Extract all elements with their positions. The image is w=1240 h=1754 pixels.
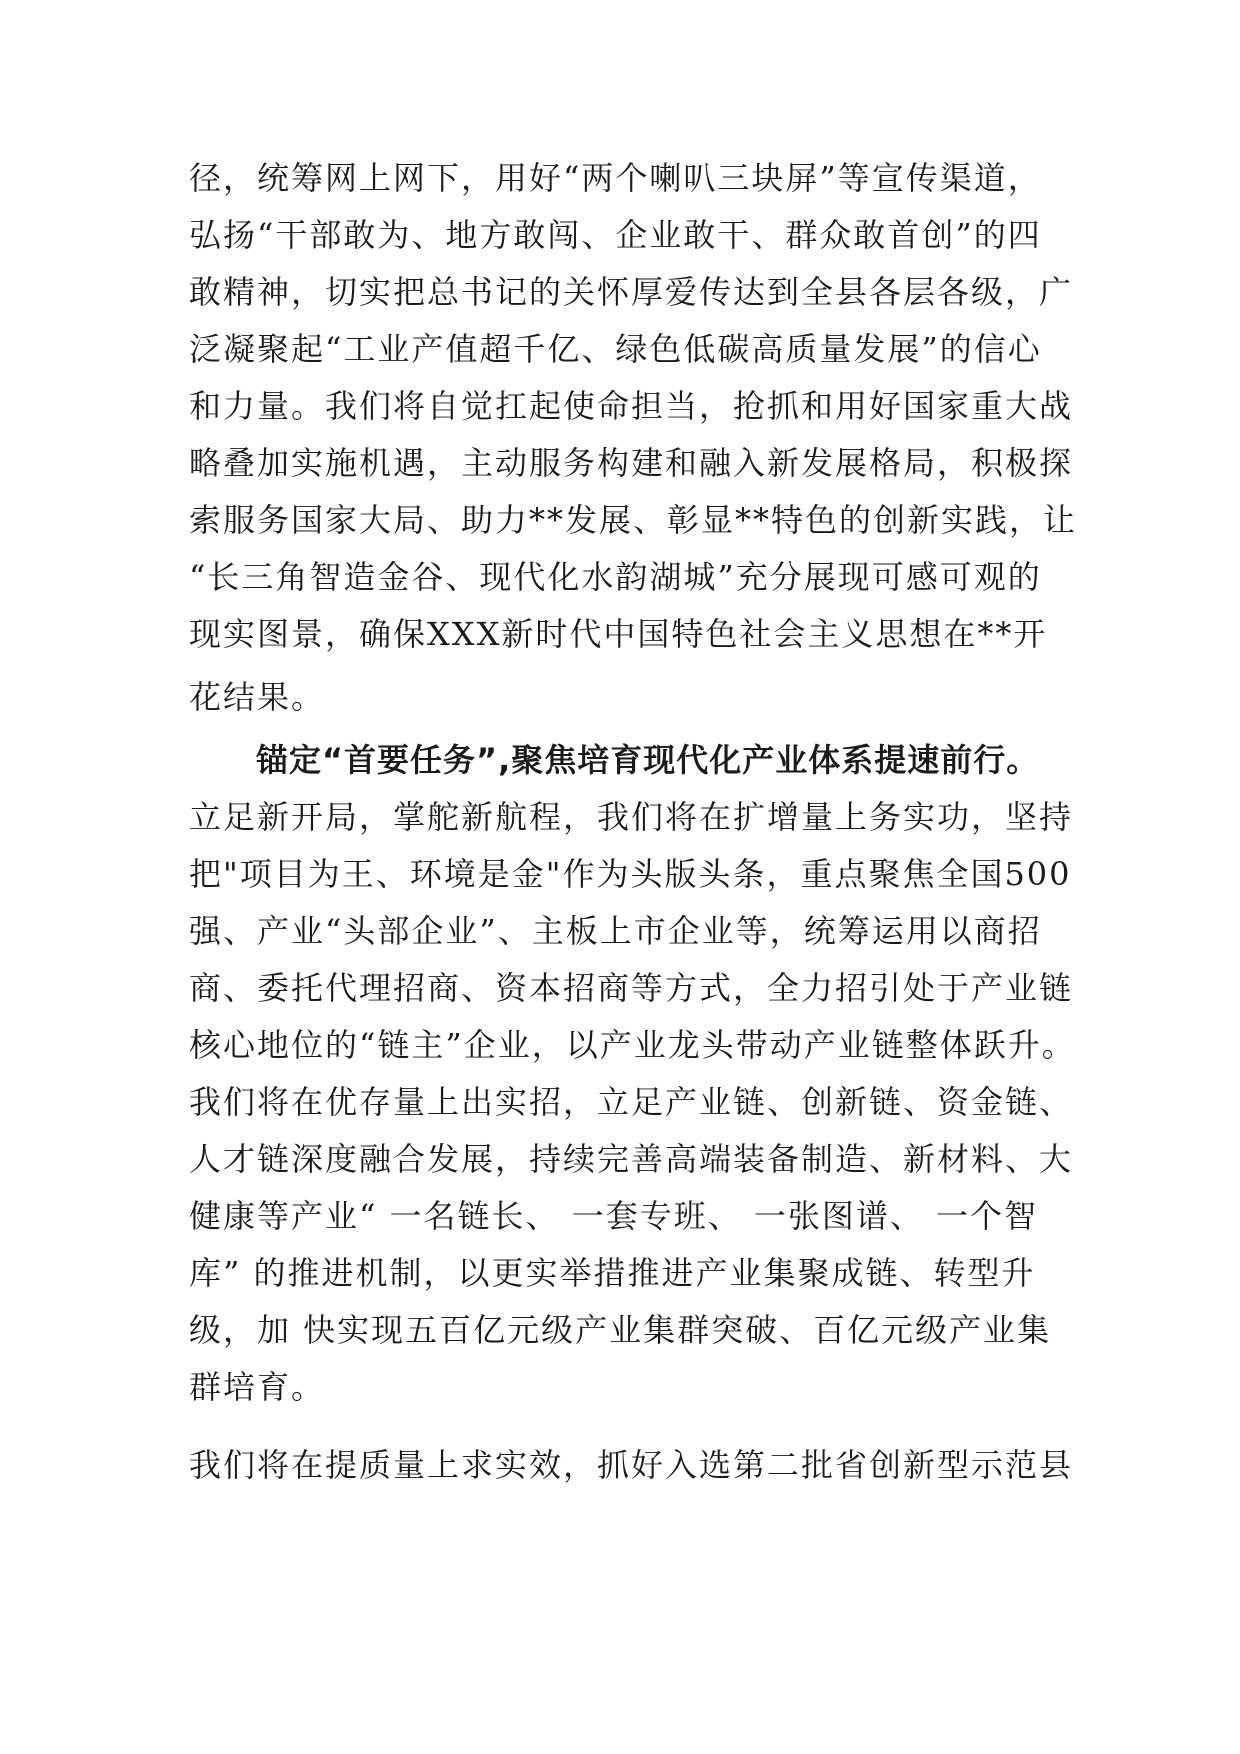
body-text-line: 强、产业“头部企业”、主板上市企业等，统筹运用以商招 bbox=[189, 912, 1042, 950]
body-text-line: 库” 的推进机制，以更实举措推进产业集聚成链、转型升 bbox=[189, 1254, 1036, 1292]
body-text-line: 商、委托代理招商、资本招商等方式，全力招引处于产业链 bbox=[189, 969, 1074, 1007]
body-text-line: 弘扬“干部敢为、地方敢闯、企业敢干、群众敢首创”的四 bbox=[189, 216, 1042, 254]
body-text-line: 略叠加实施机遇，主动服务构建和融入新发展格局，积极探 bbox=[189, 444, 1074, 482]
body-text-line: 健康等产业“ 一名链长、 一套专班、 一张图谱、 一个智 bbox=[189, 1197, 1039, 1235]
body-text-line: 我们将在优存量上出实招，立足产业链、创新链、资金链、 bbox=[189, 1083, 1074, 1121]
body-text-line: 核心地位的“链主”企业，以产业龙头带动产业链整体跃升。 bbox=[189, 1026, 1076, 1064]
body-text-line: 把"项目为王、环境是金"作为头版头条，重点聚焦全国500 bbox=[189, 855, 1072, 893]
body-text-line: 立足新开局，掌舵新航程，我们将在扩增量上务实功，坚持 bbox=[189, 798, 1074, 836]
body-text-line: 索服务国家大局、助力**发展、彰显**特色的创新实践，让 bbox=[189, 501, 1078, 539]
body-text-line: “长三角智造金谷、现代化水韵湖城”充分展现可感可观的 bbox=[189, 558, 1042, 596]
body-text-line: 泛凝聚起“工业产值超千亿、绿色低碳高质量发展”的信心 bbox=[189, 330, 1042, 368]
body-text-line: 和力量。我们将自觉扛起使命担当，抢抓和用好国家重大战 bbox=[189, 387, 1074, 425]
body-text-line: 人才链深度融合发展，持续完善高端装备制造、新材料、大 bbox=[189, 1140, 1074, 1178]
body-text-line: 径，统筹网上网下，用好“两个喇叭三块屏”等宣传渠道， bbox=[189, 159, 1042, 197]
body-text-line: 群培育。 bbox=[189, 1368, 326, 1406]
body-text-line: 级，加 快实现五百亿元级产业集群突破、百亿元级产业集 bbox=[189, 1311, 1052, 1349]
body-text-line: 我们将在提质量上求实效，抓好入选第二批省创新型示范县 bbox=[189, 1446, 1074, 1484]
section-heading: 锚定“首要任务”,聚焦培育现代化产业体系提速前行。 bbox=[256, 741, 1040, 779]
body-text-line: 现实图景，确保XXX新时代中国特色社会主义思想在**开 bbox=[189, 615, 1048, 653]
body-text-line: 花结果。 bbox=[189, 678, 326, 716]
body-text-line: 敢精神，切实把总书记的关怀厚爱传达到全县各层各级，广 bbox=[189, 273, 1074, 311]
